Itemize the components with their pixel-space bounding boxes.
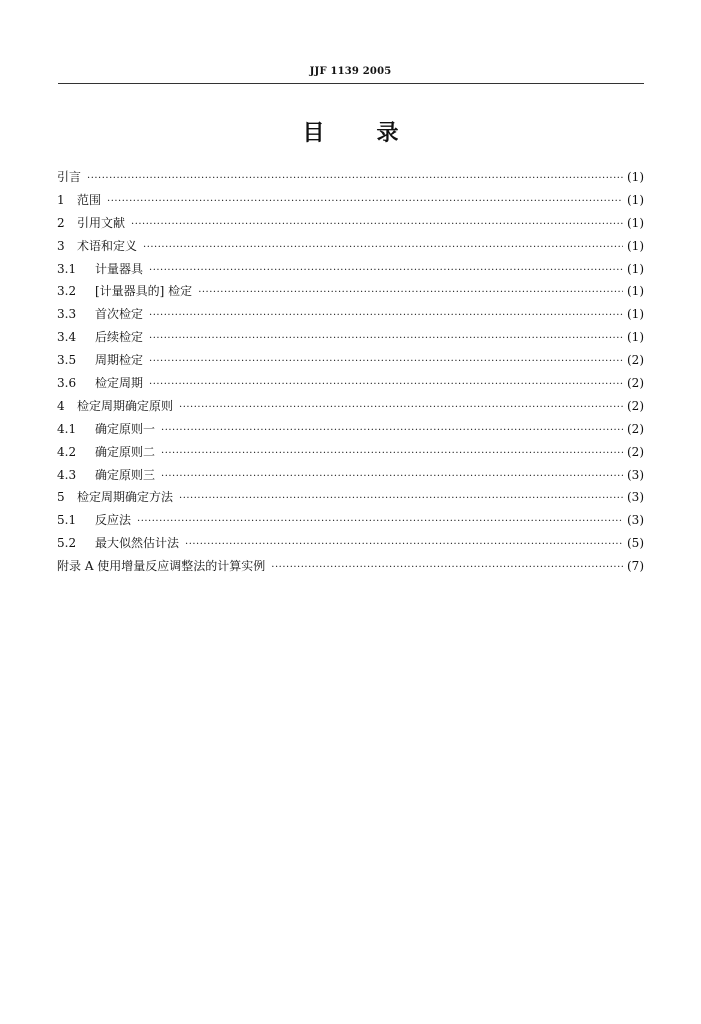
toc-leader-dots [179, 488, 623, 511]
toc-entry-title: 引言 [57, 170, 82, 184]
toc-entry-page: (1) [627, 192, 644, 207]
toc-entry-page: (2) [627, 444, 644, 459]
toc-entry[interactable] [57, 189, 644, 212]
toc-entry-title: 确定原则一 [95, 421, 156, 436]
toc-leader-dots [149, 260, 623, 283]
toc-leader-dots [107, 191, 623, 214]
toc-entry-title: 周期检定 [95, 353, 144, 368]
toc-entry-number: 1 [57, 192, 65, 207]
toc-leader-dots [271, 557, 623, 580]
toc-entry-page: (1) [627, 330, 644, 345]
toc-entry[interactable] [57, 486, 644, 509]
toc-entry-title: 范围 [77, 192, 102, 207]
toc-entry-page: (2) [627, 353, 644, 368]
toc-entry-title: 最大似然估计法 [95, 536, 180, 551]
toc-entry[interactable] [57, 509, 644, 532]
toc-entry-title: 术语和定义 [77, 238, 138, 253]
toc-entry-title: 检定周期确定原则 [77, 398, 174, 413]
toc-leader-dots [149, 328, 623, 351]
standard-code-header: JJF 1139 2005 [309, 66, 392, 77]
toc-entry-page: (3) [627, 467, 644, 482]
toc-leader-dots [87, 168, 623, 191]
toc-entry-title: [计量器具的] 检定 [95, 284, 193, 299]
toc-entry-number: 4.2 [57, 444, 77, 459]
toc-entry-number: 5.2 [57, 536, 77, 551]
toc-entry-page: (2) [627, 398, 644, 413]
toc-leader-dots [143, 237, 623, 260]
toc-entry-page: (3) [627, 490, 644, 505]
toc-entry-page: (1) [627, 261, 644, 276]
toc-entry-title: 附录 A 使用增量反应调整法的计算实例 [57, 559, 266, 574]
toc-entry-page: (2) [627, 421, 644, 436]
page-title: 目录 [302, 121, 451, 146]
toc-entry-title: 确定原则二 [95, 444, 156, 459]
toc-entry-page: (1) [627, 170, 644, 184]
toc-entry-number: 4 [57, 398, 65, 413]
toc-entry-number: 4.1 [57, 421, 77, 436]
toc-entry-number: 3.5 [57, 353, 77, 368]
toc-entry-page: (7) [627, 559, 644, 574]
toc-entry-number: 3.6 [57, 376, 77, 391]
toc-entry-title: 后续检定 [95, 330, 144, 345]
toc-entry[interactable] [57, 532, 644, 555]
toc-entry[interactable] [57, 372, 644, 395]
toc-leader-dots [161, 420, 623, 443]
toc-entry-page: (5) [627, 536, 644, 551]
toc-entry[interactable] [57, 212, 644, 235]
toc-entry[interactable] [57, 555, 644, 578]
toc-entry[interactable] [57, 464, 644, 487]
toc-leader-dots [149, 374, 623, 397]
toc-entry[interactable] [57, 258, 644, 281]
toc-leader-dots [161, 466, 623, 489]
toc-leader-dots [149, 305, 623, 328]
toc-entry-number: 4.3 [57, 467, 77, 482]
toc-entry-title: 反应法 [95, 513, 132, 528]
toc-entry[interactable] [57, 326, 644, 349]
toc-entry-title: 计量器具 [95, 261, 144, 276]
toc-entry-number: 3.3 [57, 307, 77, 322]
toc-entry-number: 3.1 [57, 261, 77, 276]
toc-entry[interactable] [57, 280, 644, 303]
toc-entry-page: (1) [627, 215, 644, 230]
toc-entry-page: (1) [627, 238, 644, 253]
toc-entry-page: (1) [627, 284, 644, 299]
header-divider [58, 83, 644, 84]
toc-entry-title: 首次检定 [95, 307, 144, 322]
toc-leader-dots [131, 214, 623, 237]
toc-leader-dots [198, 282, 623, 305]
toc-entry[interactable] [57, 235, 644, 258]
toc-entry-title: 检定周期确定方法 [77, 490, 174, 505]
toc-leader-dots [179, 397, 623, 420]
toc-entry-number: 3.2 [57, 284, 77, 299]
toc-leader-dots [185, 534, 623, 557]
toc-entry-title: 确定原则三 [95, 467, 156, 482]
toc-entry-title: 检定周期 [95, 376, 144, 391]
toc-entry-title: 引用文献 [77, 215, 126, 230]
toc-leader-dots [161, 443, 623, 466]
toc-entry[interactable] [57, 349, 644, 372]
toc-leader-dots [137, 511, 623, 534]
toc-entry-number: 2 [57, 215, 65, 230]
toc-entry[interactable] [57, 395, 644, 418]
toc-entry-number: 3.4 [57, 330, 77, 345]
toc-entry[interactable] [57, 441, 644, 464]
toc-entry-page: (2) [627, 376, 644, 391]
toc-entry[interactable] [57, 166, 644, 189]
table-of-contents [57, 166, 644, 578]
toc-entry-page: (3) [627, 513, 644, 528]
toc-entry[interactable] [57, 418, 644, 441]
toc-entry-number: 5 [57, 490, 65, 505]
toc-entry-number: 5.1 [57, 513, 77, 528]
toc-entry-page: (1) [627, 307, 644, 322]
toc-entry-number: 3 [57, 238, 65, 253]
toc-entry[interactable] [57, 303, 644, 326]
toc-leader-dots [149, 351, 623, 374]
